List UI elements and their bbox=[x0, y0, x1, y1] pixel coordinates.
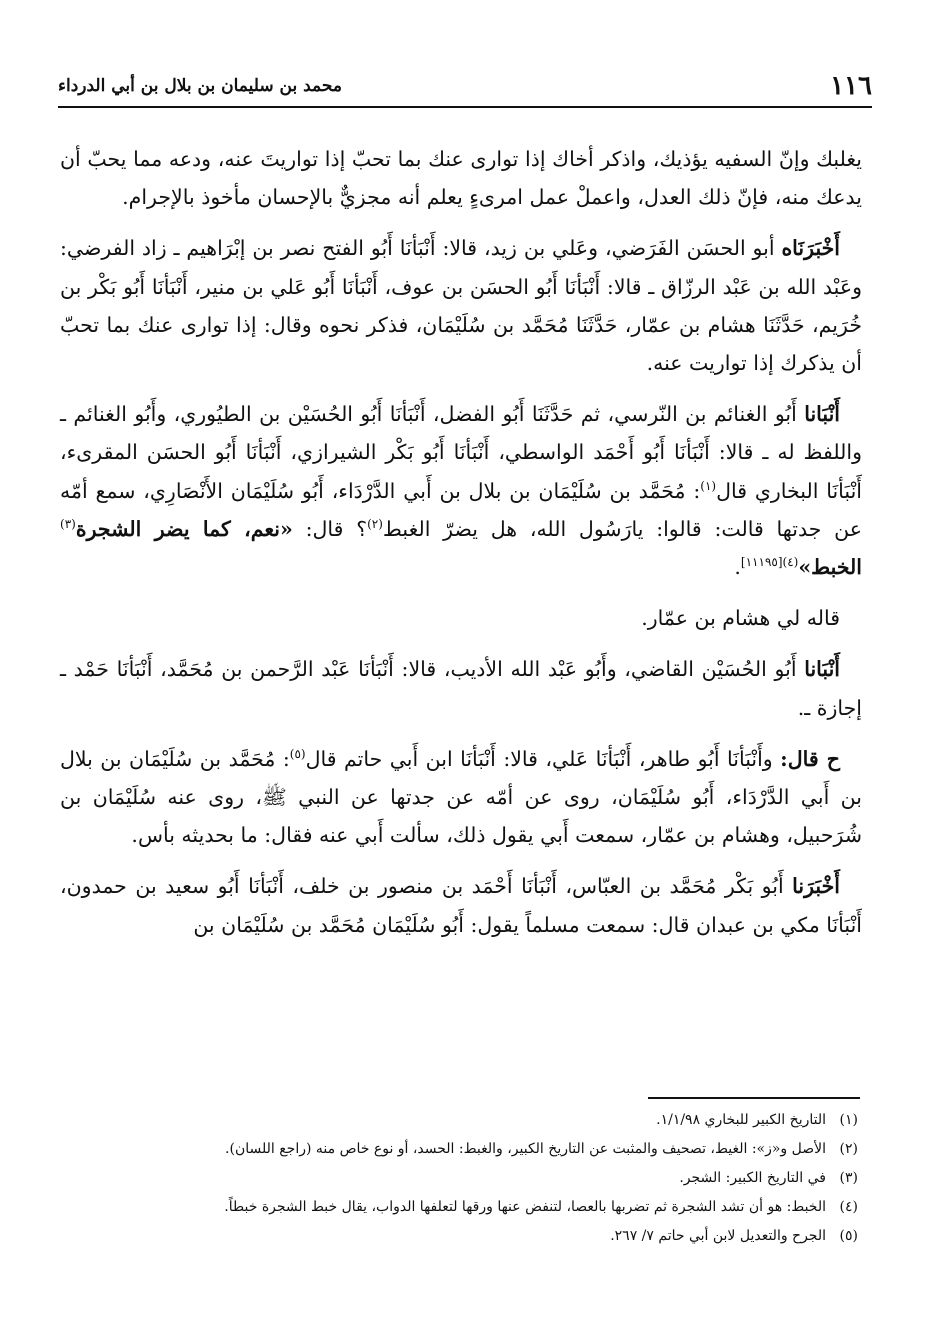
running-title: محمد بن سليمان بن بلال بن أبي الدرداء bbox=[58, 76, 342, 96]
paragraph-5-lead: أَنْبَانا bbox=[804, 657, 840, 682]
footnote-divider bbox=[648, 1097, 860, 1099]
paragraph-6 bbox=[60, 740, 862, 855]
paragraph-3-lead: أَنْبَانا bbox=[804, 402, 840, 427]
footnote-item bbox=[60, 1193, 858, 1222]
footnote-number: (٢) bbox=[839, 1141, 858, 1157]
footnote-ref-4: (٤)[١١١٩٥] bbox=[740, 555, 799, 570]
paragraph-5 bbox=[60, 650, 862, 726]
paragraph-3-text-c: ؟ قال: bbox=[292, 516, 368, 541]
paragraph-2 bbox=[60, 229, 862, 382]
footnote-text: الخبط: هو أن تشد الشجرة ثم تضربها بالعصا، لتنفض عنها ورقها لتعلفها الدواب، يقال خبط الشجرة خبطاً. bbox=[224, 1199, 826, 1215]
footnote-number: (١) bbox=[839, 1112, 858, 1128]
footnote-text: التاريخ الكبير للبخاري ١/١/٩٨. bbox=[656, 1112, 826, 1128]
paragraph-2-lead: أَخْبَرَنَاه bbox=[781, 236, 840, 261]
paragraph-1-text: يغلبك وإنّ السفيه يؤذيك، واذكر أخاك إذا توارى عنك بما تحبّ إذا تواريتَ عنه، ودعه مما يحبّ أن يدعك منه، فإنّ ذلك العدل، واعملْ عمل امرىءٍ يعلم أنه مجزيٌّ بالإحسان مأخوذ بالإجرام. bbox=[60, 147, 862, 210]
footnote-item bbox=[60, 1135, 858, 1164]
paragraph-3 bbox=[60, 395, 862, 586]
footnote-number: (٥) bbox=[839, 1228, 858, 1244]
paragraph-6-text-b: : مُحَمَّد بن سُلَيْمَان بن بلال بن أَبي الدَّرْدَاء، أَبُو سُلَيْمَان، روى عن أمّه عن جدتها عن النبي ﷺ، روى عنه سُلَيْمَان بن شُرَحبيل، وهشام بن عمّار، سمعت أَبي يقول ذلك، سألت أَبي عنه فقال: ما بحديثه بأس. bbox=[60, 746, 862, 848]
footnote-text: الجرح والتعديل لابن أبي حاتم ٧/ ٢٦٧. bbox=[610, 1228, 826, 1244]
paragraph-4 bbox=[60, 599, 862, 637]
hadith-quote-part-2: الخبط» bbox=[798, 555, 862, 580]
paragraph-6-text-a: وأَنْبَأنَا أَبُو طاهر، أَنْبَأنَا عَلي، قالا: أَنْبَأنَا ابن أَبي حاتم قال bbox=[305, 746, 781, 771]
paragraph-3-text-a: أَبُو الغنائم بن النّرسي، ثم حَدَّثَنَا أَبُو الفضل، أَنْبَأنَا أَبُو الحُسَيْن بن الطيُوري، وأَبُو الغنائم ـ واللفظ له ـ قالا: أَنْبَأنَا أَبُو أَحْمَد الواسطي، أَنْبَأنَا أَبُو بَكْر الشيرازي، أَنْبَأنَا أَبُو الحسَن المقرىء، أَنْبَأنَا البخاري قال bbox=[60, 402, 863, 503]
footnote-number: (٤) bbox=[839, 1199, 858, 1215]
footnote-item bbox=[60, 1164, 858, 1193]
hadith-quote-part-1: «نعم، كما يضر الشجرة bbox=[75, 516, 293, 541]
page-number: ١١٦ bbox=[830, 71, 872, 101]
footnote-text: في التاريخ الكبير: الشجر. bbox=[679, 1170, 826, 1186]
footnote-ref-5: (٥) bbox=[289, 747, 306, 762]
paragraph-7-text: أَبُو بَكْر مُحَمَّد بن العبّاس، أَنْبَأنَا أَحْمَد بن منصور بن خلف، أَنْبَأنَا أَبُو سعيد بن حمدون، أَنْبَأنَا مكي بن عبدان قال: سمعت مسلماً يقول: أَبُو سُلَيْمَان مُحَمَّد بن سُلَيْمَان بن bbox=[60, 874, 862, 937]
paragraph-7-lead: أَخْبَرَنا bbox=[792, 874, 840, 899]
page-header bbox=[58, 66, 872, 108]
footnote-item bbox=[60, 1222, 858, 1251]
main-text bbox=[60, 140, 862, 957]
paragraph-2-text: أبو الحسَن الفَرَضي، وعَلي بن زيد، قالا: أَنْبَأنَا أَبُو الفتح نصر بن إبْرَاهيم ـ زاد الفرضي: وعَبْد الله بن عَبْد الرزّاق ـ قالا: أَنْبَأنَا أَبُو الحسَن بن عوف، أَنْبَأنَا أَبُو عَلي بن منير، أَنْبَأنَا أَبُو بَكْر بن خُرَيم، حَدَّثَنَا هشام بن عمّار، حَدَّثَنَا مُحَمَّد بن سُلَيْمَان، فذكر نحوه وقال: إذا توارى عنك بما تحبّ أن يذكرك إذا تواريت عنه. bbox=[60, 236, 862, 376]
paragraph-7 bbox=[60, 867, 862, 943]
paragraph-1 bbox=[60, 140, 862, 216]
paragraph-5-text: أَبُو الحُسَيْن القاضي، وأَبُو عَبْد الله الأديب، قالا: أَنْبَأنَا عَبْد الرَّحمن بن مُحَمَّد، أَنْبَأنَا حَمْد ـ إجازة ـ. bbox=[60, 657, 862, 720]
footnote-ref-2: (٢) bbox=[367, 517, 383, 531]
footnote-number: (٣) bbox=[839, 1170, 858, 1186]
paragraph-4-text: قاله لي هشام بن عمّار. bbox=[641, 606, 840, 631]
footnote-ref-1: (١) bbox=[700, 478, 717, 493]
paragraph-6-lead: ح قال: bbox=[780, 746, 840, 771]
footnote-item bbox=[60, 1106, 858, 1135]
footnote-ref-3: (٣) bbox=[60, 517, 76, 531]
footnote-text: الأصل و«ز»: الغيط، تصحيف والمثبت عن التاريخ الكبير، والغبط: الحسد، أو نوع خاص منه (راجع اللسان). bbox=[225, 1141, 826, 1157]
paragraph-3-end: . bbox=[734, 555, 741, 580]
footnotes bbox=[60, 1106, 858, 1251]
paragraph-3-text-b: : مُحَمَّد بن سُلَيْمَان بن بلال بن أَبي الدَّرْدَاء، أَبُو سُلَيْمَان الأَنْصَارِي، سمع أمّه عن جدتها قالت: قالوا: يارَسُول الله، هل يضرّ الغبط bbox=[60, 478, 862, 541]
